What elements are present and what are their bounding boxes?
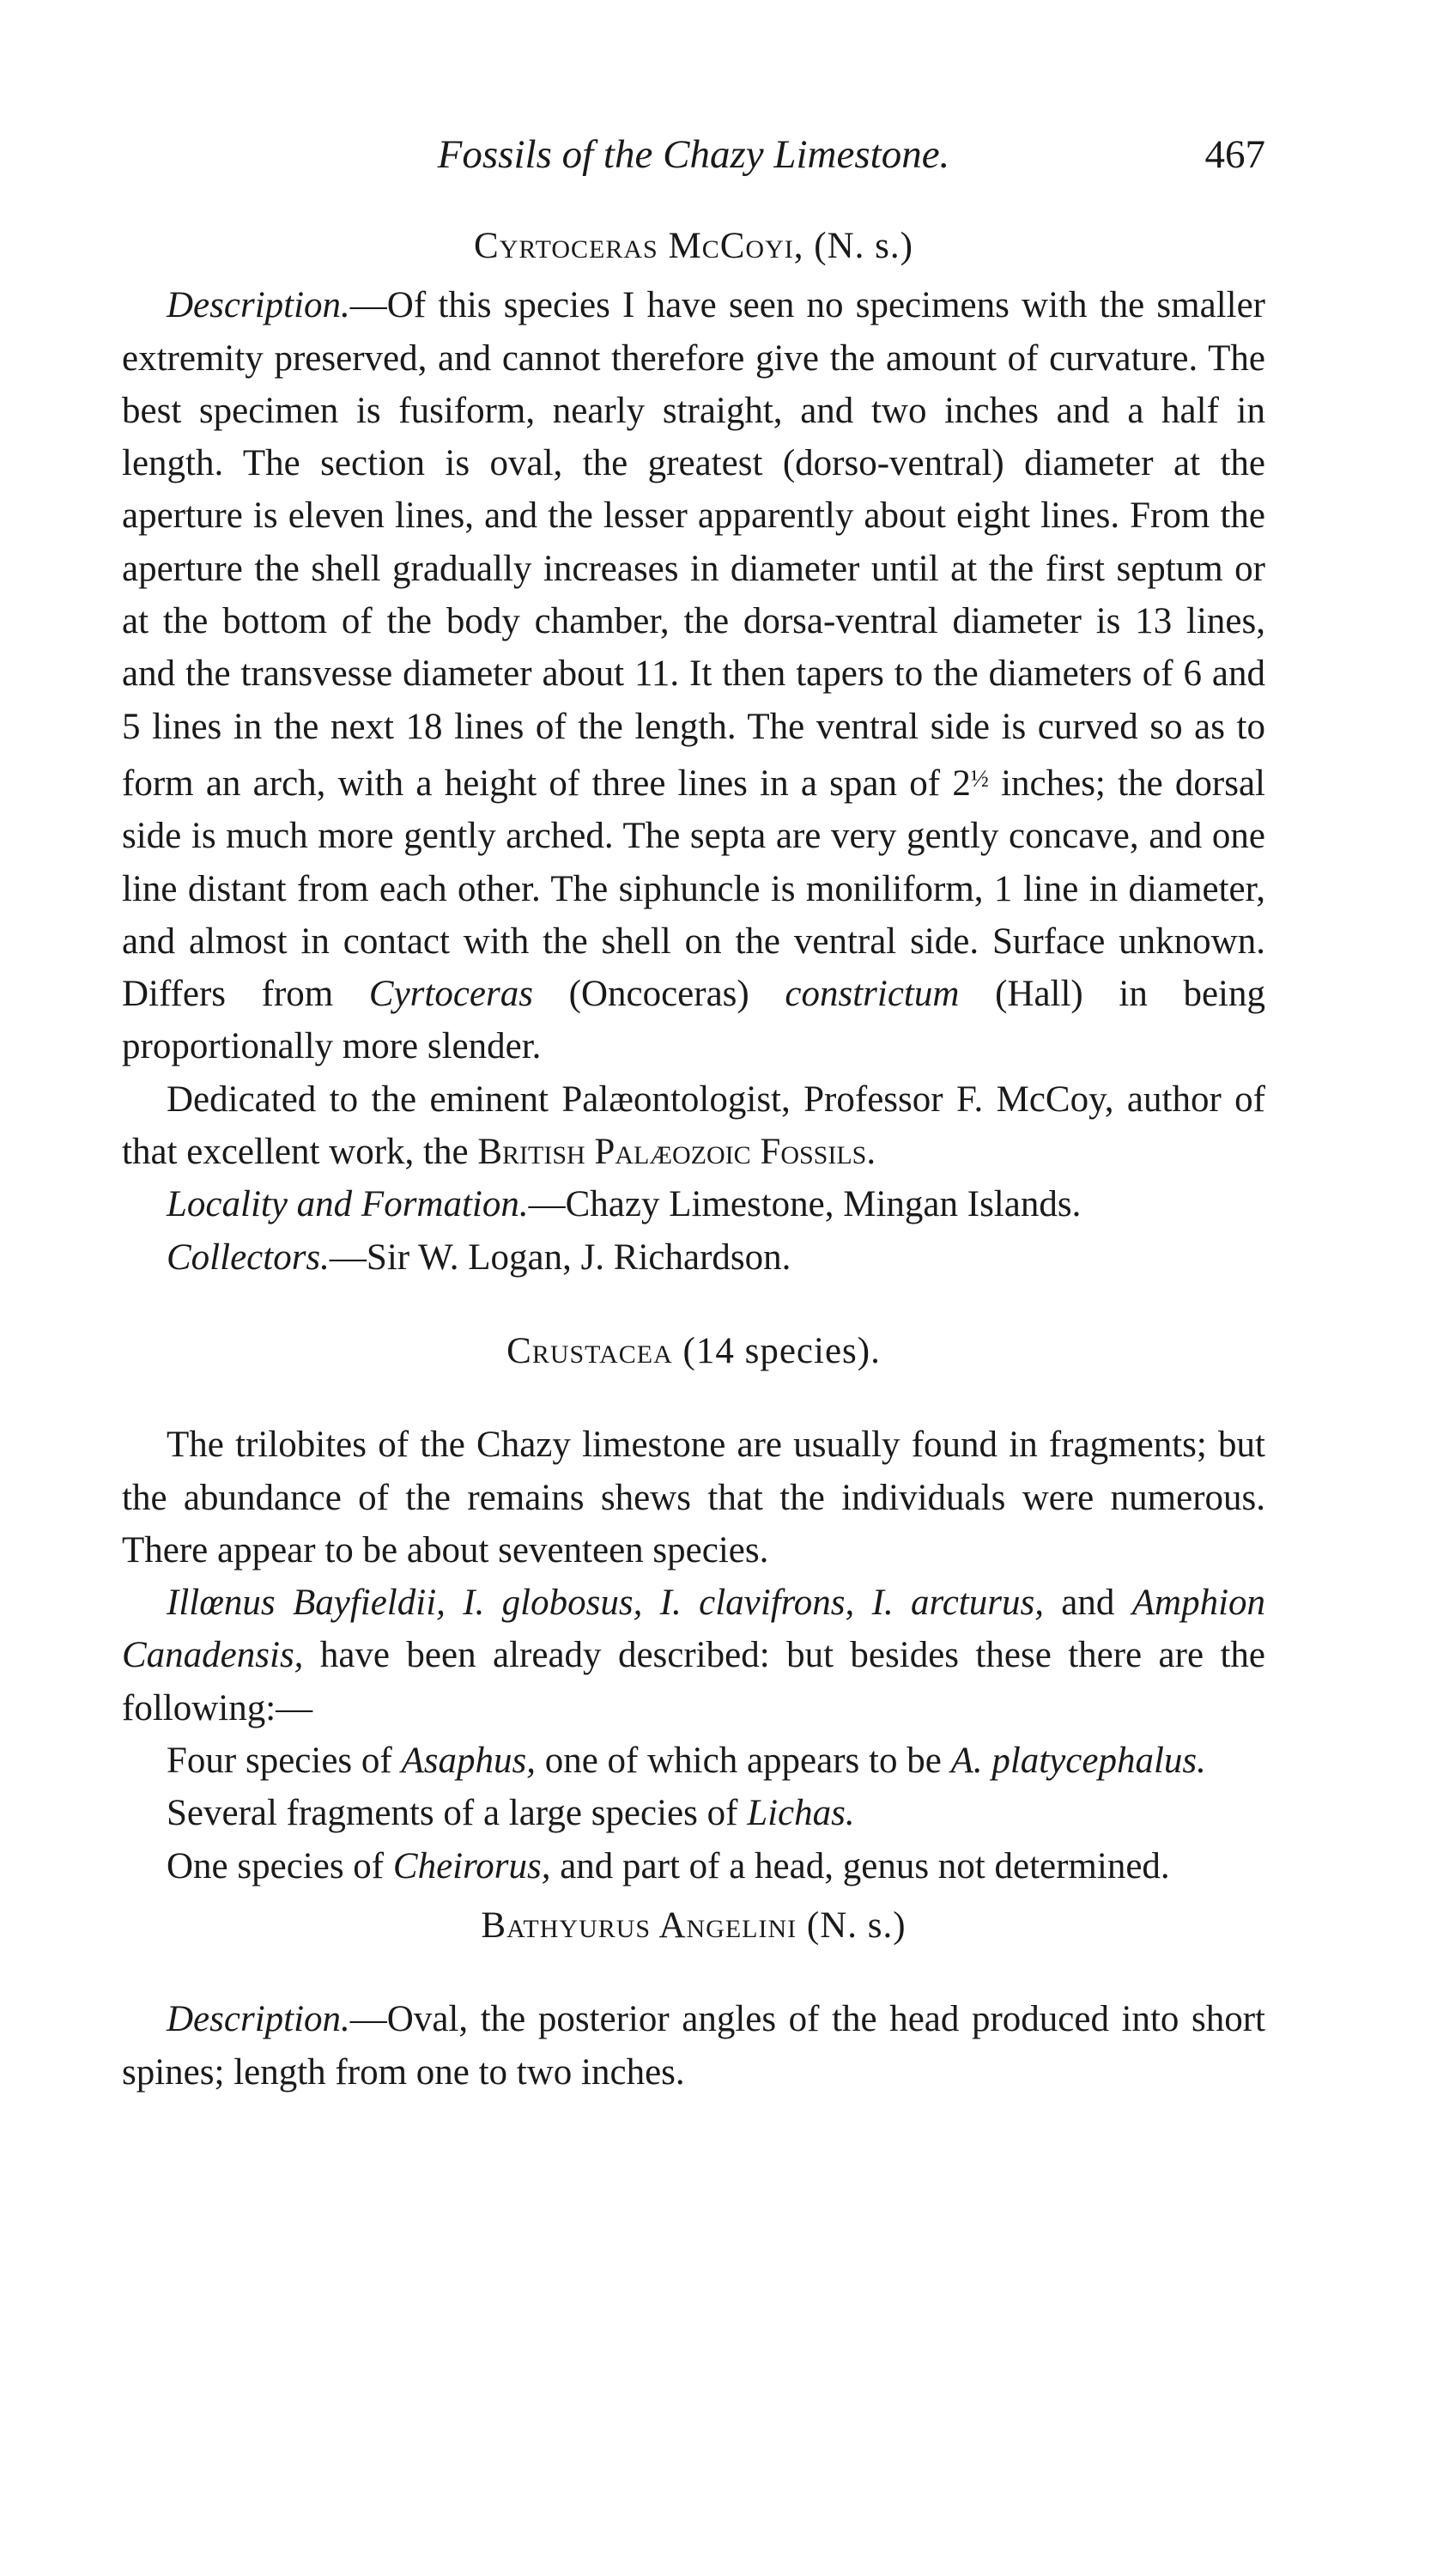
- asaphus-pre: Four species of: [167, 1741, 402, 1782]
- page-number: 467: [1204, 132, 1265, 177]
- crustacea-intro-paragraph: The trilobites of the Chazy limestone are usually found in fragments; but the abundance of the remains shews that the individuals were numerous. There appear to be about seventeen species.: [122, 1425, 1265, 1571]
- description-label: Description.: [167, 1999, 350, 2040]
- dedication-text: Dedicated to the eminent Palæontologist, Professor F. McCoy, author of that excellent work, the: [122, 1078, 1265, 1173]
- cheirurus-pre: One species of: [167, 1845, 393, 1886]
- section-heading-bathyurus: [122, 1899, 1265, 1952]
- genus-name: Cyrtoceras: [368, 974, 533, 1015]
- page: [122, 129, 1265, 2099]
- heading-text: Crustacea: [506, 1330, 673, 1371]
- cheirurus-genus: Cheirorus,: [392, 1845, 551, 1886]
- heading-note: (N. s.): [806, 1905, 907, 1946]
- running-header: [122, 129, 1265, 185]
- description-text: —Oval, the posterior angles of the head produced into short spines; length from one to two inches.: [122, 1999, 1265, 2093]
- collectors-label: Collectors.: [167, 1236, 330, 1278]
- dedication-work: British Palæozoic Fossils.: [477, 1132, 876, 1173]
- asaphus-paragraph: [122, 1735, 1265, 1787]
- description-text: —Of this species I have seen no specimens with the smaller extremity preserved, and cannot therefore give the amount of curvature. The best specimen is fusiform, nearly straight, and two inches and a half in length. The section is oval, the greatest (dorso-ventral) diameter at the aperture is eleven lines, and the lesser apparently about eight lines. From the aperture the shell gradually increases in diameter until at the first septum or at the bottom of the body chamber, the dorsa-ventral diameter is 13 lines, and the transvesse diameter about 11. It then tapers to the diameters of 6 and 5 lines in the next 18 lines of the length. The ventral side is curved so as to form an arch, with a height of three lines in a span of 2: [122, 285, 1265, 804]
- species-2: I. globosus,: [463, 1583, 643, 1624]
- locality-label: Locality and Formation.: [167, 1184, 529, 1225]
- lichas-paragraph: [122, 1787, 1265, 1839]
- lichas-pre: Several fragments of a large species of: [167, 1793, 748, 1834]
- heading-note: (14 species).: [682, 1330, 881, 1371]
- species-name: constrictum: [785, 974, 960, 1015]
- fraction: ½: [970, 765, 989, 793]
- genus-paren: (Oncoceras): [532, 974, 785, 1015]
- collectors-paragraph: [122, 1231, 1265, 1284]
- running-title: Fossils of the Chazy Limestone.: [437, 132, 950, 177]
- described-text: have been already described: but besides these there are the following:—: [122, 1635, 1265, 1728]
- description-end: (Hall) in being proportionally more slender.: [122, 974, 1266, 1067]
- locality-paragraph: [122, 1178, 1265, 1230]
- species-3: I. clavifrons,: [659, 1583, 855, 1624]
- heading-text: Bathyurus Angelini: [481, 1905, 797, 1946]
- and-text: and: [1043, 1583, 1132, 1624]
- species-4: I. arcturus,: [871, 1583, 1044, 1624]
- asaphus-mid: one of which appears to be: [535, 1741, 951, 1782]
- section-heading-cyrtoceras: [122, 220, 1265, 272]
- asaphus-species: A. platycephalus.: [950, 1741, 1206, 1782]
- heading-text: Cyrtoceras McCoyi,: [474, 226, 804, 266]
- heading-note: (N. s.): [814, 226, 913, 266]
- locality-text: —Chazy Limestone, Mingan Islands.: [528, 1184, 1082, 1225]
- lichas-genus: Lichas.: [747, 1793, 855, 1834]
- bathyurus-description-paragraph: [122, 1993, 1265, 2099]
- cheirurus-paragraph: [122, 1840, 1265, 1893]
- description-text-2: inches; the dorsal side is much more gently arched. The septa are very gently concave, and one line distant from each other. The siphuncle is moniliform, 1 line in diameter, and almost in contact with the shell on the ventral side. Surface unknown. Differs from: [122, 762, 1265, 1015]
- collectors-text: —Sir W. Logan, J. Richardson.: [329, 1236, 791, 1278]
- cheirurus-post: and part of a head, genus not determined.: [550, 1845, 1170, 1886]
- dedication-paragraph: [122, 1073, 1265, 1179]
- species-list-paragraph: [122, 1577, 1265, 1735]
- species-5: Amphion Canadensis,: [122, 1583, 1266, 1676]
- description-paragraph: [122, 279, 1265, 1072]
- asaphus-genus: Asaphus,: [401, 1741, 536, 1782]
- species-1: Illœnus Bayfieldii,: [167, 1583, 446, 1624]
- section-heading-crustacea: [122, 1325, 1265, 1377]
- description-label: Description.: [167, 285, 350, 326]
